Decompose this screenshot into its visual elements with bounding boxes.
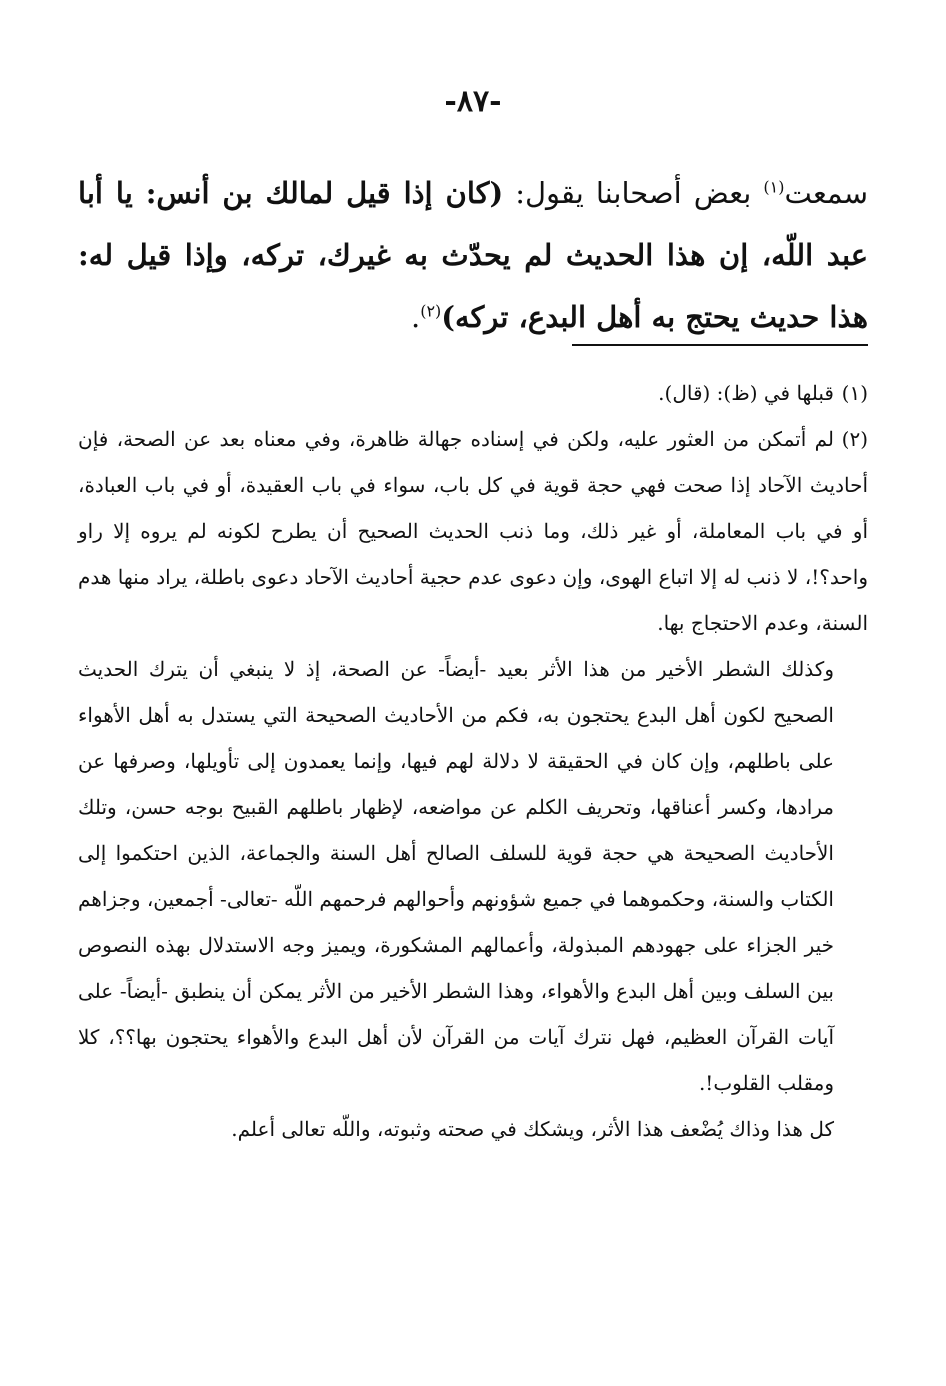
main-intro-rest: بعض أصحابنا يقول: (503, 176, 764, 210)
main-intro: سمعت (784, 176, 868, 210)
footnote-2 (78, 416, 868, 646)
footnote-2-number: (٢) (841, 427, 868, 451)
footnote-divider (572, 344, 868, 346)
footnote-2-paragraph-3: كل هذا وذاك يُضْعف هذا الأثر، ويشكك في صحته وثبوته، واللّه تعالى أعلم. (231, 1117, 834, 1141)
main-end: . (410, 300, 421, 334)
footnote-2-paragraph-2: وكذلك الشطر الأخير من هذا الأثر بعيد -أيضاً- عن الصحة، إذ لا ينبغي أن يترك الحديث الصحيح لكون أهل البدع يحتجون به، فكم من الأحاديث الصحيحة التي يستدل به أهل الأهواء على باطلهم، وإن كان في الحقيقة لا دلالة لهم فيها، وإنما يعمدون إلى تأويلها، وصرفها عن مرادها، وكسر أعناقها، وتحريف الكلم عن مواضعه، لإظهار باطلهم القبيح بوجه حسن، وتلك الأحاديث الصحيحة هي حجة قوية للسلف الصالح أهل السنة والجماعة، الذين احتكموا إلى الكتاب والسنة، وحكموهما في جميع شؤونهم وأحوالهم فرحمهم اللّه -تعالى- أجمعين، وجزاهم خير الجزاء على جهودهم المبذولة، وأعمالهم المشكورة، ويميز وجه الاستدلال بهذه النصوص بين السلف وبين أهل البدع والأهواء، وهذا الشطر الأخير من الأثر يمكن أن ينطبق -أيضاً- على آيات القرآن العظيم، فهل نترك آيات من القرآن لأن أهل البدع والأهواء يحتجون بها؟؟، كلا ومقلب القلوب!. (78, 657, 834, 1095)
page-number: -٨٧- (444, 84, 502, 119)
footnote-2-paragraph-1: لم أتمكن من العثور عليه، ولكن في إسناده جهالة ظاهرة، وفي معناه بعد عن الصحة، فإن أحاديث الآحاد إذا صحت فهي حجة قوية في كل باب، سواء في باب العقيدة، أو في باب العبادة، أو في باب المعاملة، أو غير ذلك، وما ذنب الحديث الصحيح أن يطرح لكونه لم يروه إلا راو واحد؟!، لا ذنب له إلا اتباع الهوى، وإن دعوى عدم حجية أحاديث الآحاد دعوى باطلة، يراد منها هدم السنة، وعدم الاحتجاج بها. (78, 427, 868, 635)
footnotes (78, 370, 868, 1152)
footnote-ref-1[interactable]: (١) (763, 177, 785, 197)
main-quote: (كان إذا قيل لمالك بن أنس: يا أبا عبد اللّه، إن هذا الحديث لم يحدّث به غيرك، تركه، وإذا قيل له: هذا حديث يحتج به أهل البدع، تركه) (78, 176, 868, 334)
footnote-1-text: قبلها في (ظ): (قال). (658, 381, 834, 405)
main-text (78, 162, 868, 348)
footnote-1 (78, 370, 868, 416)
footnote-1-number: (١) (841, 381, 868, 405)
footnote-ref-2[interactable]: (٢) (420, 301, 442, 321)
